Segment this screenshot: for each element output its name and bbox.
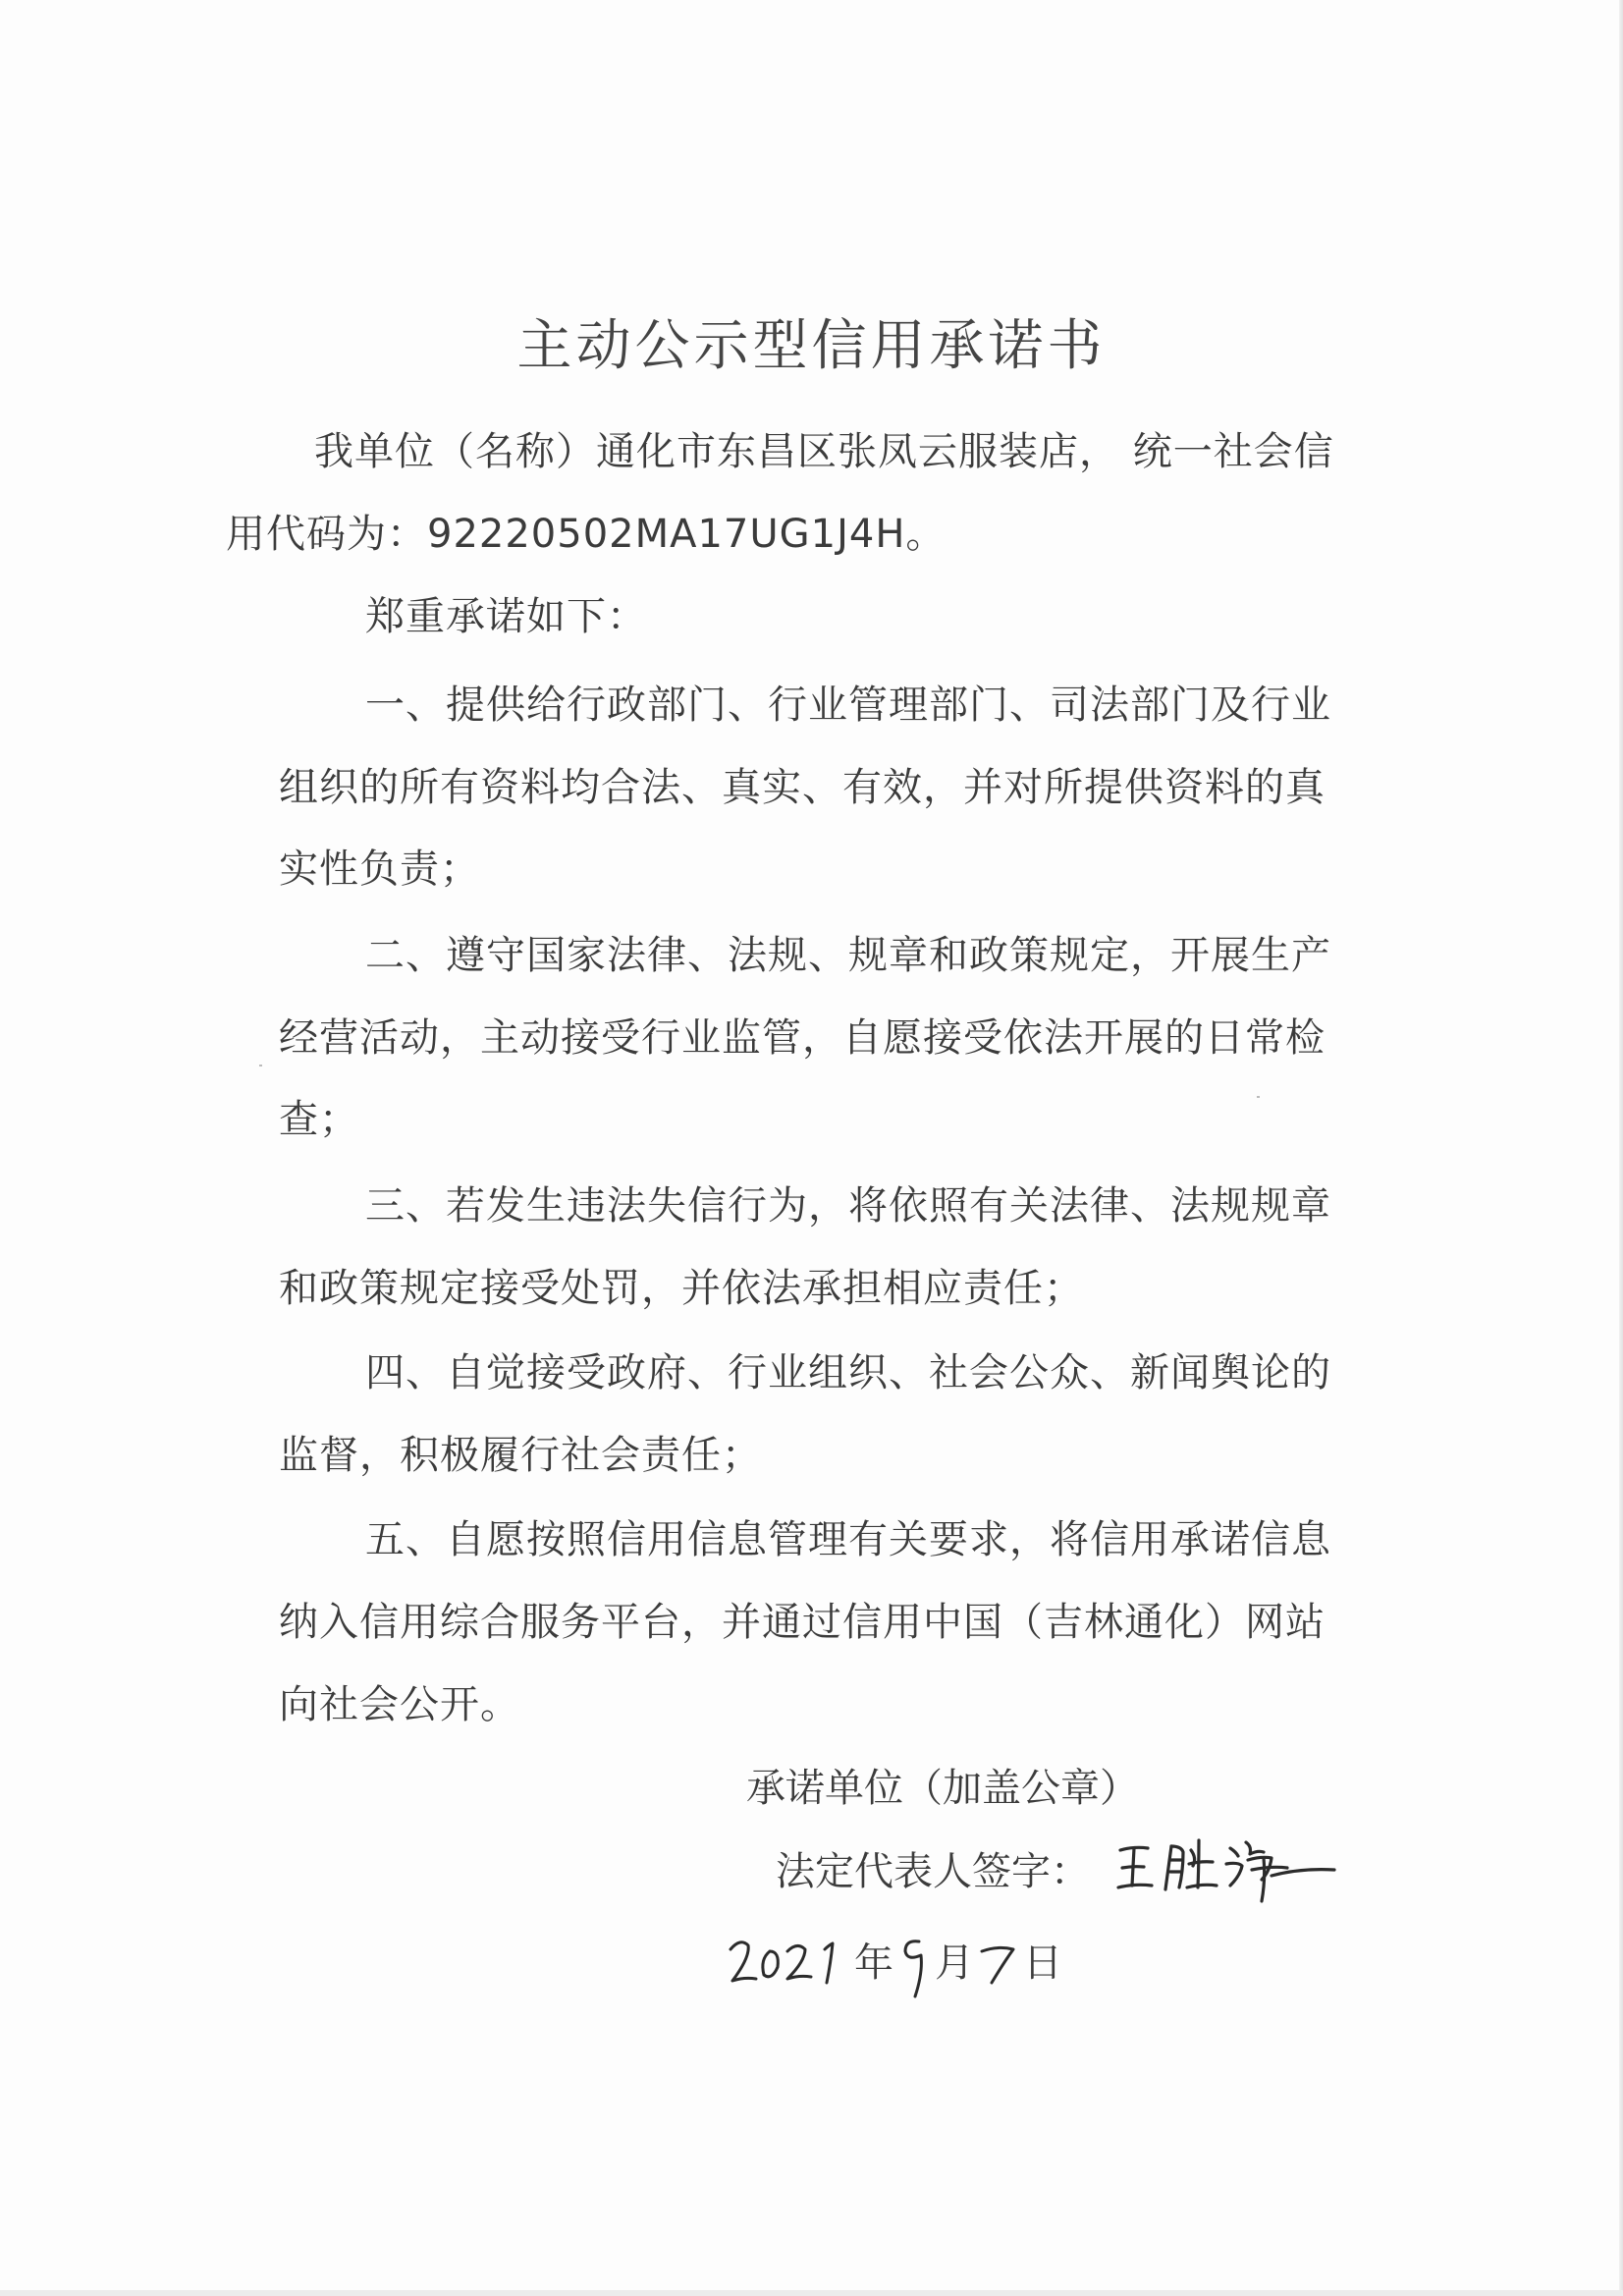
item-3-line-1: 三、若发生违法失信行为，将依照有关法律、法规规章 <box>365 1183 1331 1229</box>
handwritten-year <box>727 1930 854 1998</box>
legal-rep-label: 法定代表人签字： <box>776 1849 1090 1894</box>
item-4-line-1: 四、自觉接受政府、行业组织、社会公众、新闻舆论的 <box>365 1350 1331 1395</box>
year-char: 年 <box>854 1941 893 1986</box>
commit-unit-label: 承诺单位（加盖公章） <box>746 1766 1139 1811</box>
item-2-line-3: 查； <box>279 1097 359 1142</box>
item-5-line-2: 纳入信用综合服务平台，并通过信用中国（吉林通化）网站 <box>279 1600 1325 1645</box>
item-1-line-3: 实性负责； <box>279 847 480 892</box>
item-3-line-2: 和政策规定接受处罚，并依法承担相应责任； <box>279 1266 1084 1311</box>
scan-speck <box>1257 1096 1260 1098</box>
handwritten-month <box>895 1924 935 2002</box>
signature-date <box>727 1920 1119 1998</box>
item-1-line-2: 组织的所有资料均合法、真实、有效，并对所提供资料的真 <box>279 765 1325 810</box>
item-2-line-2: 经营活动，主动接受行业监管，自愿接受依法开展的日常检 <box>279 1015 1325 1061</box>
scan-edge-bottom <box>0 2290 1623 2296</box>
page-title: 主动公示型信用承诺书 <box>516 314 1107 378</box>
intro-line-1: 我单位（名称）通化市东昌区张凤云服装店， 统一社会信 <box>314 429 1334 474</box>
item-1-line-1: 一、提供给行政部门、行业管理部门、司法部门及行业 <box>365 683 1331 728</box>
intro-line-2: 用代码为：92220502MA17UG1J4H。 <box>226 512 947 557</box>
item-2-line-1: 二、遵守国家法律、法规、规章和政策规定，开展生产 <box>365 933 1331 978</box>
item-5-line-3: 向社会公开。 <box>279 1682 520 1727</box>
scan-speck <box>259 1065 262 1066</box>
item-4-line-2: 监督，积极履行社会责任； <box>279 1433 762 1478</box>
month-char: 月 <box>935 1941 974 1986</box>
item-5-line-1: 五、自愿按照信用信息管理有关要求，将信用承诺信息 <box>365 1517 1331 1562</box>
handwritten-day <box>976 1928 1021 1996</box>
day-char: 日 <box>1023 1941 1062 1986</box>
solemn-promise: 郑重承诺如下： <box>365 594 647 639</box>
handwritten-signature <box>1114 1829 1340 1907</box>
